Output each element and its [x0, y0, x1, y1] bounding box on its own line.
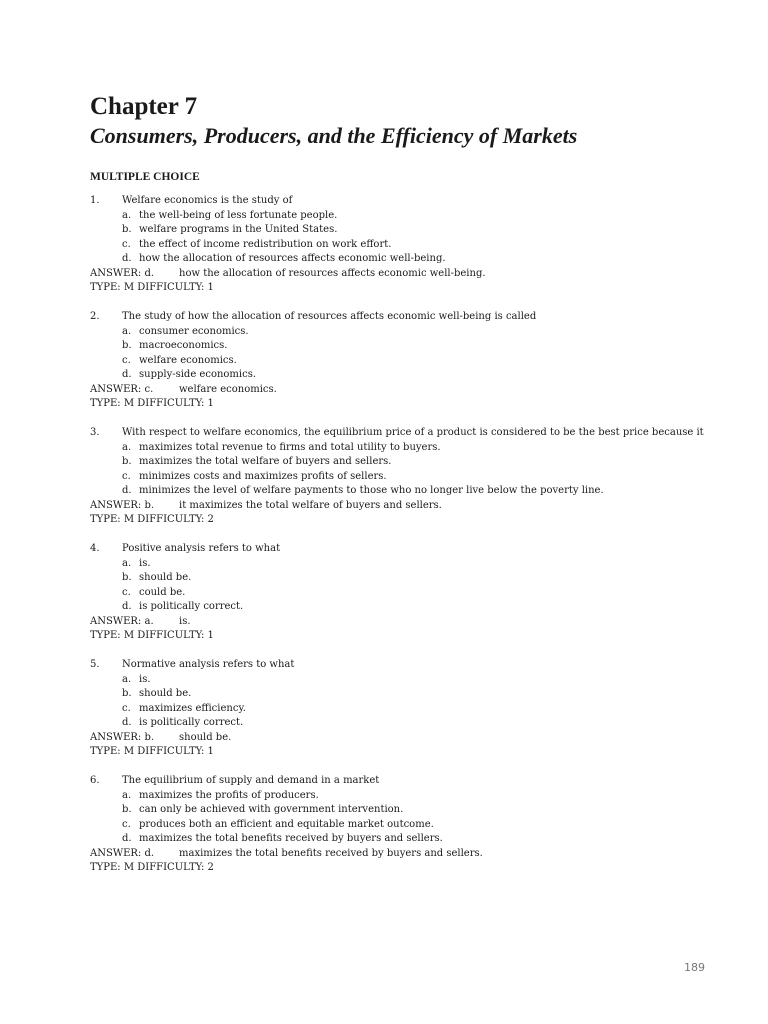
answer-option: [90, 368, 710, 383]
difficulty-line: TYPE: M DIFFICULTY: 1: [90, 746, 214, 757]
option-letter: c.: [122, 586, 131, 598]
difficulty-line: TYPE: M DIFFICULTY: 1: [90, 630, 214, 641]
answer-option: [90, 818, 710, 833]
answer-prefix: ANSWER: d.: [90, 847, 155, 859]
option-text: maximizes the total benefits received by buyers and sellers.: [139, 833, 443, 844]
option-text: can only be achieved with government intervention.: [139, 804, 404, 815]
answer-option: [90, 832, 710, 847]
answer-prefix: ANSWER: d.: [90, 267, 155, 279]
answer-option: [90, 354, 710, 369]
answer-option: [90, 223, 710, 238]
option-letter: d.: [122, 833, 132, 844]
answer-option: [90, 557, 710, 572]
answer-option: [90, 209, 710, 224]
answer-option: [90, 252, 710, 267]
option-text: could be.: [139, 586, 186, 598]
option-text: should be.: [139, 572, 192, 583]
question-item: [90, 426, 710, 528]
document-page: [90, 92, 710, 890]
answer-option: [90, 455, 710, 470]
option-text: macroeconomics.: [139, 340, 228, 351]
difficulty-line: TYPE: M DIFFICULTY: 2: [90, 514, 214, 525]
option-letter: b.: [122, 572, 132, 583]
answer-text: it maximizes the total welfare of buyers and sellers.: [179, 499, 442, 511]
answer-option: [90, 702, 710, 717]
option-letter: a.: [122, 441, 132, 453]
answer-key: [90, 267, 710, 282]
question-stem-text: Normative analysis refers to what: [122, 659, 295, 670]
option-text: supply-side economics.: [139, 369, 257, 380]
option-letter: c.: [122, 470, 131, 482]
option-letter: b.: [122, 804, 132, 815]
question-number: 4.: [90, 543, 100, 554]
answer-text: welfare economics.: [179, 383, 277, 395]
question-item: [90, 542, 710, 644]
chapter-number: Chapter 7: [90, 93, 198, 120]
option-letter: b.: [122, 688, 132, 699]
question-stem: [90, 774, 710, 789]
answer-key: [90, 847, 710, 862]
option-text: minimizes the level of welfare payments to those who no longer live below the poverty line.: [139, 485, 604, 496]
question-number: 2.: [90, 311, 100, 322]
option-letter: b.: [122, 456, 132, 467]
option-text: is.: [139, 673, 151, 685]
option-text: maximizes the total welfare of buyers and sellers.: [139, 456, 392, 467]
option-text: should be.: [139, 688, 192, 699]
answer-option: [90, 484, 710, 499]
option-text: produces both an efficient and equitable market outcome.: [139, 818, 434, 830]
answer-key: [90, 499, 710, 514]
question-number: 1.: [90, 195, 100, 206]
question-item: [90, 774, 710, 876]
answer-option: [90, 238, 710, 253]
option-text: how the allocation of resources affects economic well-being.: [139, 253, 446, 264]
answer-text: is.: [179, 615, 191, 627]
question-stem: [90, 194, 710, 209]
option-text: consumer economics.: [139, 325, 249, 337]
section-heading: MULTIPLE CHOICE: [90, 171, 200, 183]
difficulty-line: TYPE: M DIFFICULTY: 1: [90, 282, 214, 293]
answer-option: [90, 470, 710, 485]
page-number: 189: [684, 961, 705, 974]
answer-option: [90, 716, 710, 731]
answer-option: [90, 325, 710, 340]
answer-key: [90, 383, 710, 398]
question-stem: [90, 658, 710, 673]
question-item: [90, 658, 710, 760]
option-letter: d.: [122, 717, 132, 728]
option-letter: d.: [122, 601, 132, 612]
option-text: is.: [139, 557, 151, 569]
option-text: maximizes total revenue to firms and total utility to buyers.: [139, 441, 441, 453]
question-list: [90, 194, 710, 876]
option-letter: b.: [122, 224, 132, 235]
answer-option: [90, 789, 710, 804]
option-letter: a.: [122, 789, 132, 801]
answer-text: how the allocation of resources affects economic well-being.: [179, 267, 486, 279]
question-stem-text: The study of how the allocation of resources affects economic well-being is called: [122, 311, 537, 322]
chapter-title: Consumers, Producers, and the Efficiency of Markets: [90, 123, 578, 148]
option-text: the effect of income redistribution on work effort.: [139, 238, 392, 250]
answer-option: [90, 571, 710, 586]
question-number: 3.: [90, 427, 100, 438]
option-text: the well-being of less fortunate people.: [139, 209, 338, 221]
answer-option: [90, 803, 710, 818]
answer-option: [90, 586, 710, 601]
question-number: 6.: [90, 775, 100, 786]
option-letter: a.: [122, 673, 132, 685]
option-letter: b.: [122, 340, 132, 351]
question-stem-text: Welfare economics is the study of: [122, 195, 293, 206]
answer-key: [90, 731, 710, 746]
question-stem: [90, 310, 710, 325]
option-text: maximizes the profits of producers.: [139, 789, 319, 801]
option-letter: a.: [122, 557, 132, 569]
option-letter: d.: [122, 369, 132, 380]
answer-text: maximizes the total benefits received by buyers and sellers.: [179, 847, 483, 859]
option-text: maximizes efficiency.: [139, 702, 246, 714]
question-item: [90, 194, 710, 296]
question-stem-text: Positive analysis refers to what: [122, 543, 281, 554]
answer-prefix: ANSWER: c.: [90, 383, 154, 395]
question-stem-text: With respect to welfare economics, the equilibrium price of a product is considered to be the best price because it: [122, 427, 704, 438]
option-letter: c.: [122, 354, 131, 366]
option-letter: c.: [122, 238, 131, 250]
option-letter: c.: [122, 702, 131, 714]
answer-prefix: ANSWER: a.: [90, 615, 154, 627]
answer-option: [90, 600, 710, 615]
answer-prefix: ANSWER: b.: [90, 499, 155, 511]
question-item: [90, 310, 710, 412]
question-stem-text: The equilibrium of supply and demand in a market: [122, 775, 380, 786]
option-letter: c.: [122, 818, 131, 830]
option-letter: a.: [122, 325, 132, 337]
answer-option: [90, 441, 710, 456]
option-text: welfare economics.: [139, 354, 237, 366]
option-text: is politically correct.: [139, 601, 244, 612]
option-letter: a.: [122, 209, 132, 221]
answer-option: [90, 687, 710, 702]
question-number: 5.: [90, 659, 100, 670]
answer-option: [90, 673, 710, 688]
answer-text: should be.: [179, 731, 232, 743]
question-stem: [90, 542, 710, 557]
difficulty-line: TYPE: M DIFFICULTY: 1: [90, 398, 214, 409]
difficulty-line: TYPE: M DIFFICULTY: 2: [90, 862, 214, 873]
answer-option: [90, 339, 710, 354]
answer-key: [90, 615, 710, 630]
option-letter: d.: [122, 253, 132, 264]
option-text: minimizes costs and maximizes profits of sellers.: [139, 470, 387, 482]
option-text: welfare programs in the United States.: [139, 224, 338, 235]
question-stem: [90, 426, 710, 441]
option-letter: d.: [122, 485, 132, 496]
option-text: is politically correct.: [139, 717, 244, 728]
answer-prefix: ANSWER: b.: [90, 731, 155, 743]
